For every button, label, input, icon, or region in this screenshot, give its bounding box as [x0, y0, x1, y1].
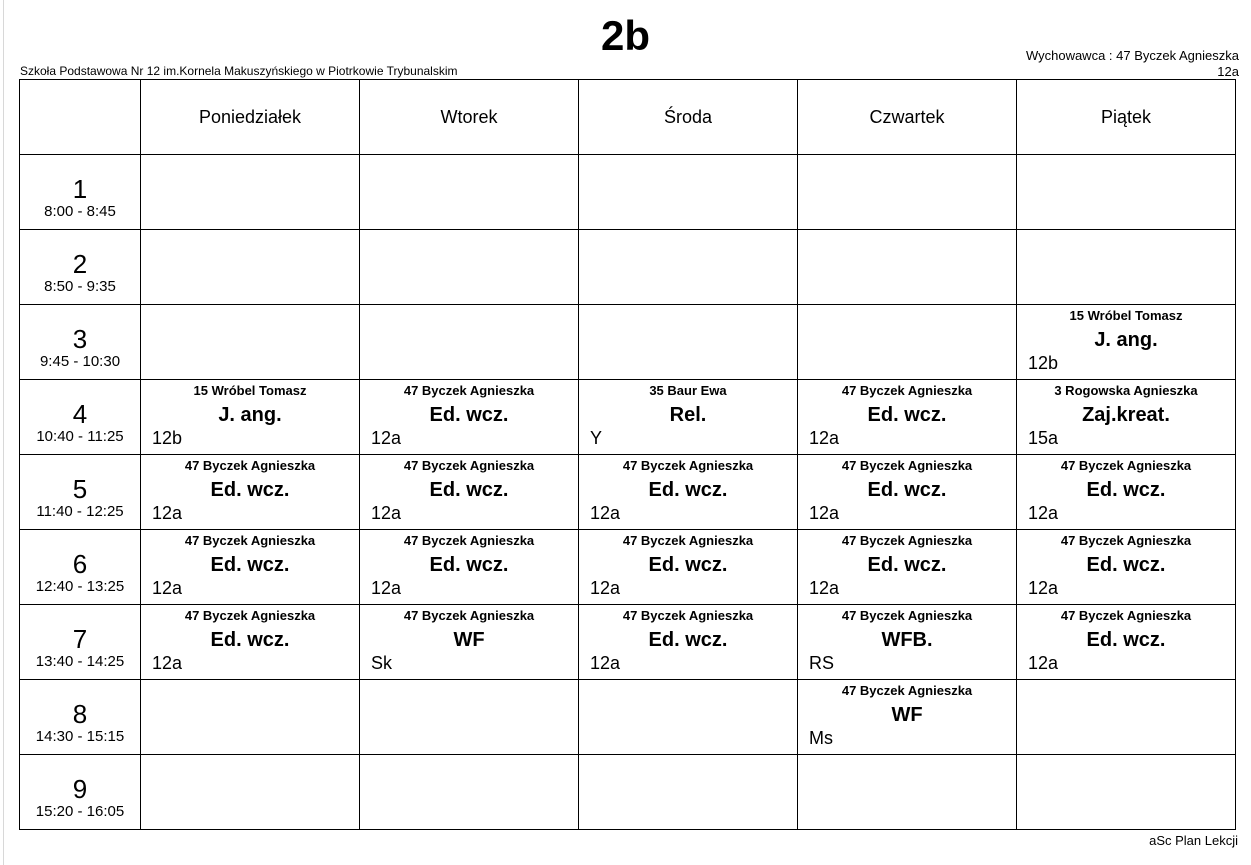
lesson-box [141, 755, 359, 829]
lesson-box [1017, 155, 1235, 229]
lesson-box [579, 680, 797, 754]
empty-cell [579, 230, 798, 305]
lesson-box [360, 305, 578, 379]
lesson-cell [360, 605, 579, 680]
lesson-subject: Ed. wcz. [1086, 554, 1166, 576]
period-number: 3 [72, 324, 88, 354]
lesson-teacher: 47 Byczek Agnieszka [622, 458, 754, 473]
lesson-subject: WF [891, 704, 923, 726]
lesson-box [798, 680, 1016, 754]
period-number: 8 [72, 699, 88, 729]
lesson-box [1017, 605, 1235, 679]
lesson-room: 12a [1028, 503, 1059, 523]
period-row [20, 530, 1236, 605]
lesson-cell [798, 380, 1017, 455]
lesson-subject: Ed. wcz. [867, 554, 947, 576]
empty-cell [579, 755, 798, 830]
lesson-room: 12a [152, 503, 183, 523]
period-cell [20, 605, 141, 680]
empty-cell [141, 755, 360, 830]
lesson-cell [141, 605, 360, 680]
empty-cell [798, 155, 1017, 230]
empty-cell [360, 155, 579, 230]
lesson-cell [1017, 380, 1236, 455]
lesson-box [798, 530, 1016, 604]
lesson-room: Ms [809, 728, 833, 748]
lesson-box [1017, 305, 1235, 379]
empty-cell [798, 305, 1017, 380]
lesson-room: 12a [809, 578, 840, 598]
lesson-box [141, 455, 359, 529]
lesson-box [141, 380, 359, 454]
lesson-subject: J. ang. [218, 404, 282, 426]
day-header-row [20, 80, 1236, 155]
lesson-room: 12a [1028, 578, 1059, 598]
empty-cell [360, 755, 579, 830]
period-number: 1 [72, 174, 88, 204]
lesson-cell [798, 530, 1017, 605]
lesson-box [1017, 455, 1235, 529]
period-row [20, 680, 1236, 755]
empty-cell [1017, 230, 1236, 305]
lesson-box [360, 605, 578, 679]
lesson-box [1017, 755, 1235, 829]
empty-cell [141, 305, 360, 380]
lesson-cell [141, 380, 360, 455]
lesson-subject: Ed. wcz. [648, 554, 728, 576]
lesson-subject: Ed. wcz. [429, 404, 509, 426]
lesson-cell [579, 380, 798, 455]
lesson-teacher: 47 Byczek Agnieszka [184, 458, 316, 473]
school-name: Szkoła Podstawowa Nr 12 im.Kornela Makuszyńskiego w Piotrkowie Trybunalskim [20, 64, 458, 78]
lesson-cell [1017, 305, 1236, 380]
empty-cell [1017, 155, 1236, 230]
lesson-teacher: 47 Byczek Agnieszka [403, 608, 535, 623]
lesson-cell [141, 455, 360, 530]
lesson-cell [1017, 605, 1236, 680]
lesson-cell [1017, 455, 1236, 530]
period-cell [20, 680, 141, 755]
lesson-subject: Ed. wcz. [210, 554, 290, 576]
class-title: 2b [600, 12, 650, 59]
lesson-cell [798, 605, 1017, 680]
period-number: 4 [72, 399, 88, 429]
empty-cell [798, 755, 1017, 830]
period-time: 8:50 - 9:35 [44, 278, 116, 295]
empty-cell [360, 680, 579, 755]
lesson-room: 12a [590, 653, 621, 673]
footer-credit: aSc Plan Lekcji [1149, 833, 1238, 848]
period-cell [20, 755, 141, 830]
lesson-subject: WF [453, 629, 485, 651]
lesson-box [141, 230, 359, 304]
lesson-box [579, 305, 797, 379]
lesson-box [798, 230, 1016, 304]
empty-cell [141, 230, 360, 305]
lesson-cell [360, 530, 579, 605]
lesson-subject: Ed. wcz. [1086, 629, 1166, 651]
lesson-box [579, 530, 797, 604]
lesson-room: 12a [809, 503, 840, 523]
period-row [20, 230, 1236, 305]
empty-cell [1017, 755, 1236, 830]
lesson-teacher: 47 Byczek Agnieszka [1060, 458, 1192, 473]
lesson-teacher: 47 Byczek Agnieszka [841, 533, 973, 548]
lesson-room: 12a [590, 578, 621, 598]
lesson-teacher: 3 Rogowska Agnieszka [1054, 383, 1198, 398]
lesson-room: 12a [371, 428, 402, 448]
lesson-box [360, 530, 578, 604]
lesson-box [141, 605, 359, 679]
lesson-box [360, 155, 578, 229]
lesson-box [798, 380, 1016, 454]
lesson-subject: Ed. wcz. [210, 479, 290, 501]
period-cell [20, 155, 141, 230]
lesson-cell [1017, 530, 1236, 605]
lesson-teacher: 47 Byczek Agnieszka [841, 383, 973, 398]
lesson-cell [141, 530, 360, 605]
day-header: Piątek [1017, 80, 1236, 155]
lesson-box [1017, 680, 1235, 754]
lesson-box [579, 755, 797, 829]
period-row [20, 755, 1236, 830]
lesson-box [1017, 380, 1235, 454]
lesson-box [798, 155, 1016, 229]
period-row [20, 605, 1236, 680]
lesson-subject: WFB. [881, 629, 933, 651]
lesson-box [798, 305, 1016, 379]
day-header: Czwartek [798, 80, 1017, 155]
lesson-box [579, 380, 797, 454]
lesson-cell [360, 455, 579, 530]
lesson-subject: J. ang. [1094, 329, 1158, 351]
period-time: 8:00 - 8:45 [44, 203, 116, 220]
lesson-teacher: 47 Byczek Agnieszka [622, 533, 754, 548]
lesson-subject: Ed. wcz. [429, 554, 509, 576]
period-time: 15:20 - 16:05 [35, 803, 125, 820]
lesson-box [360, 230, 578, 304]
lesson-room: RS [809, 653, 835, 673]
empty-cell [360, 230, 579, 305]
lesson-box [798, 755, 1016, 829]
day-header: Wtorek [360, 80, 579, 155]
lesson-box [141, 155, 359, 229]
lesson-box [141, 305, 359, 379]
lesson-teacher: 47 Byczek Agnieszka [1060, 608, 1192, 623]
lesson-subject: Ed. wcz. [1086, 479, 1166, 501]
lesson-teacher: 15 Wróbel Tomasz [193, 383, 307, 398]
lesson-teacher: 47 Byczek Agnieszka [403, 383, 535, 398]
lesson-box [360, 380, 578, 454]
lesson-box [579, 230, 797, 304]
lesson-teacher: 47 Byczek Agnieszka [403, 533, 535, 548]
lesson-cell [798, 455, 1017, 530]
lesson-box [360, 680, 578, 754]
lesson-box [1017, 530, 1235, 604]
lesson-subject: Zaj.kreat. [1082, 404, 1170, 426]
lesson-box [360, 755, 578, 829]
form-teacher-room: 12a [1217, 64, 1239, 79]
period-cell [20, 530, 141, 605]
lesson-subject: Ed. wcz. [867, 404, 947, 426]
empty-cell [579, 305, 798, 380]
lesson-room: 12a [152, 653, 183, 673]
lesson-teacher: 15 Wróbel Tomasz [1069, 308, 1183, 323]
lesson-box [798, 605, 1016, 679]
period-time: 9:45 - 10:30 [39, 353, 121, 370]
period-cell [20, 455, 141, 530]
lesson-cell [798, 680, 1017, 755]
lesson-teacher: 47 Byczek Agnieszka [622, 608, 754, 623]
period-cell [20, 380, 141, 455]
lesson-room: 12a [809, 428, 840, 448]
lesson-room: 12b [1028, 353, 1059, 373]
empty-cell [141, 155, 360, 230]
lesson-room: 15a [1028, 428, 1059, 448]
lesson-room: 12b [152, 428, 183, 448]
lesson-teacher: 47 Byczek Agnieszka [1060, 533, 1192, 548]
lesson-cell [579, 530, 798, 605]
lesson-room: 12a [590, 503, 621, 523]
lesson-room: 12a [1028, 653, 1059, 673]
lesson-room: Sk [371, 653, 393, 673]
empty-cell [1017, 680, 1236, 755]
lesson-teacher: 47 Byczek Agnieszka [841, 608, 973, 623]
period-time: 11:40 - 12:25 [36, 503, 124, 520]
period-number: 7 [72, 624, 88, 654]
lesson-cell [360, 380, 579, 455]
lesson-box [360, 455, 578, 529]
period-cell [20, 305, 141, 380]
lesson-box [141, 680, 359, 754]
lesson-room: Y [590, 428, 603, 448]
corner-cell [20, 80, 141, 155]
lesson-cell [579, 455, 798, 530]
period-row [20, 155, 1236, 230]
lesson-box [579, 605, 797, 679]
lesson-box [1017, 230, 1235, 304]
lesson-subject: Rel. [669, 404, 707, 426]
period-row [20, 305, 1236, 380]
empty-cell [360, 305, 579, 380]
lesson-subject: Ed. wcz. [648, 629, 728, 651]
lesson-teacher: 47 Byczek Agnieszka [841, 458, 973, 473]
empty-cell [798, 230, 1017, 305]
form-teacher: Wychowawca : 47 Byczek Agnieszka [1025, 48, 1239, 63]
period-number: 2 [72, 249, 88, 279]
empty-cell [579, 680, 798, 755]
day-header: Środa [579, 80, 798, 155]
period-time: 14:30 - 15:15 [35, 728, 125, 745]
lesson-subject: Ed. wcz. [867, 479, 947, 501]
period-row [20, 380, 1236, 455]
lesson-cell [579, 605, 798, 680]
empty-cell [579, 155, 798, 230]
lesson-teacher: 47 Byczek Agnieszka [184, 533, 316, 548]
timetable [19, 79, 1236, 830]
lesson-room: 12a [371, 503, 402, 523]
lesson-box [579, 155, 797, 229]
empty-cell [141, 680, 360, 755]
period-time: 10:40 - 11:25 [36, 428, 124, 445]
lesson-subject: Ed. wcz. [429, 479, 509, 501]
period-row [20, 455, 1236, 530]
lesson-box [579, 455, 797, 529]
lesson-teacher: 47 Byczek Agnieszka [403, 458, 535, 473]
lesson-box [798, 455, 1016, 529]
lesson-teacher: 35 Baur Ewa [649, 383, 727, 398]
lesson-room: 12a [371, 578, 402, 598]
lesson-teacher: 47 Byczek Agnieszka [184, 608, 316, 623]
period-cell [20, 230, 141, 305]
page-left-border [3, 0, 4, 865]
period-time: 12:40 - 13:25 [35, 578, 125, 595]
lesson-room: 12a [152, 578, 183, 598]
lesson-box [141, 530, 359, 604]
period-number: 6 [72, 549, 88, 579]
period-time: 13:40 - 14:25 [35, 653, 125, 670]
lesson-subject: Ed. wcz. [210, 629, 290, 651]
period-number: 9 [72, 774, 88, 804]
lesson-teacher: 47 Byczek Agnieszka [841, 683, 973, 698]
day-header: Poniedziałek [141, 80, 360, 155]
lesson-subject: Ed. wcz. [648, 479, 728, 501]
period-number: 5 [72, 474, 88, 504]
